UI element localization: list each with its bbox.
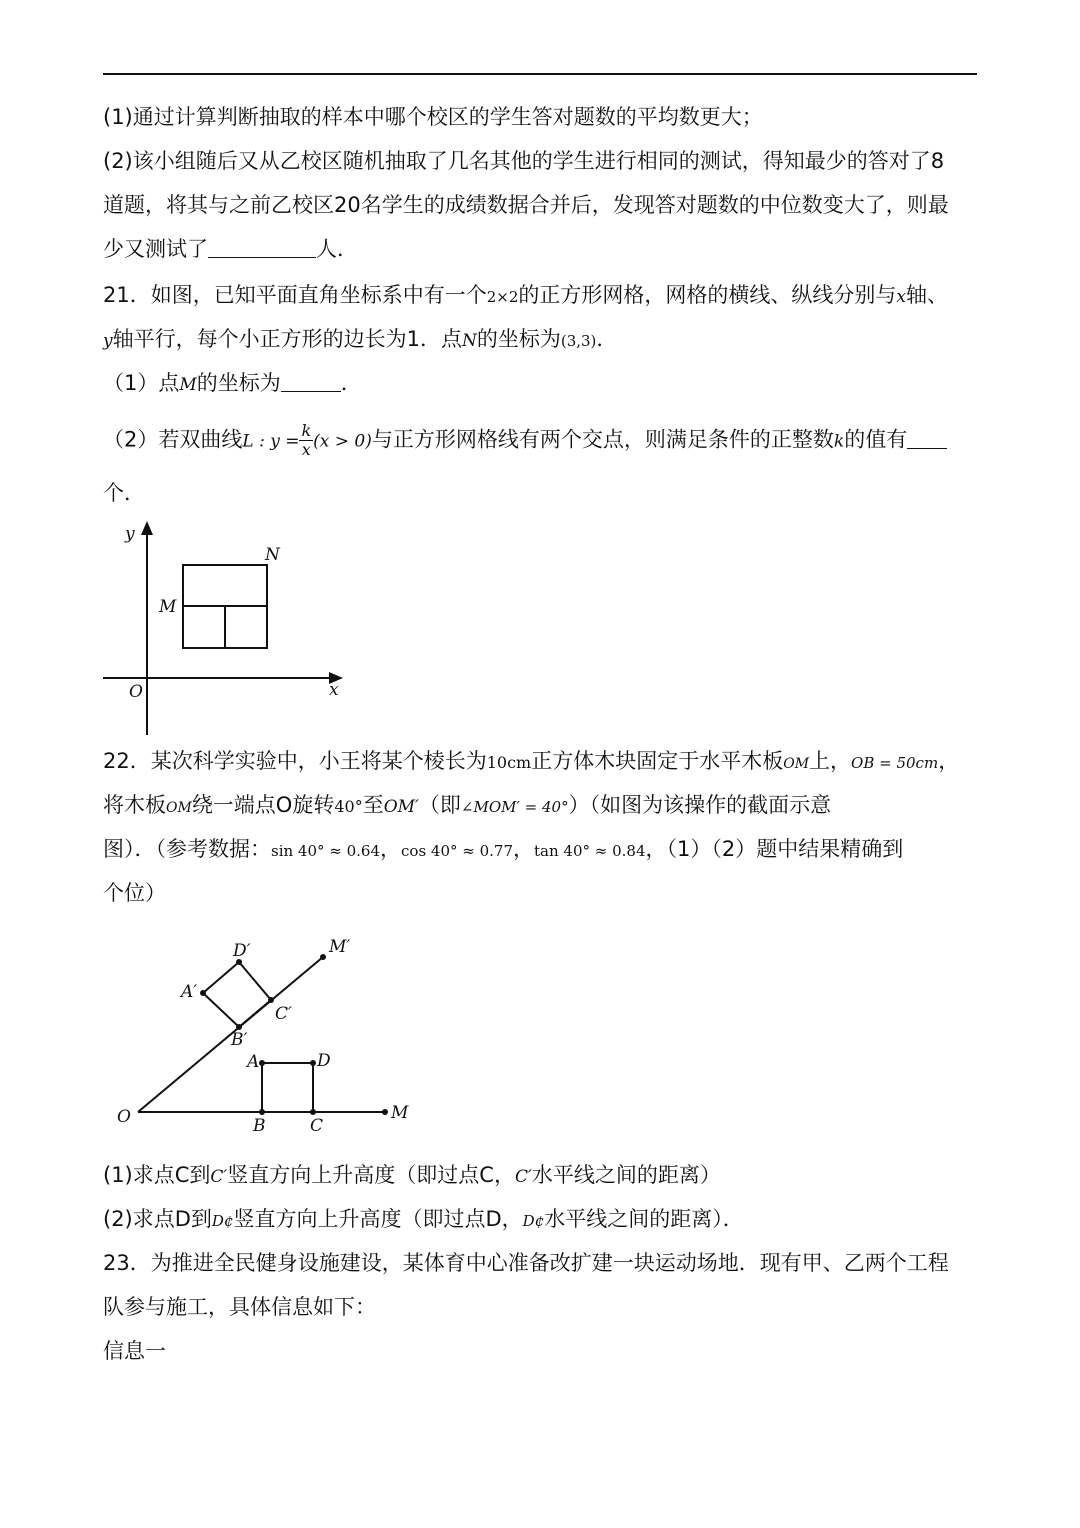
point-n-label: N xyxy=(265,545,280,565)
label-c: C xyxy=(310,1116,324,1136)
label-c-prime: C′ xyxy=(275,1004,292,1024)
fraction: $\frac{k}{x}$ xyxy=(301,421,312,459)
label-m-prime: M′ xyxy=(329,937,351,957)
q21-part2-line2: 个． xyxy=(103,481,145,505)
origin-label: O xyxy=(129,682,143,702)
q22-part1: (1)求点C到C′竖直方向上升高度（即过点C，C′水平线之间的距离） xyxy=(103,1163,721,1187)
answer-blank xyxy=(907,426,947,449)
answer-blank xyxy=(208,235,316,258)
q23-stem-line2: 队参与施工，具体信息如下： xyxy=(103,1295,376,1319)
point-c-prime xyxy=(268,997,274,1003)
q21-part1: （1）点M的坐标为 ． xyxy=(103,371,362,395)
q22-part2: (2)求点D到D¢竖直方向上升高度（即过点D，D¢水平线之间的距离）． xyxy=(103,1207,744,1231)
header-rule xyxy=(103,73,977,75)
x-axis-label: x xyxy=(329,680,339,700)
point-a xyxy=(259,1060,265,1066)
label-a-prime: A′ xyxy=(181,982,198,1002)
q21-coordinate-figure xyxy=(95,515,355,740)
q21-stem-line2: y轴平行，每个小正方形的边长为1．点N的坐标为(3,3)． xyxy=(103,327,618,351)
y-axis-label: y xyxy=(125,524,135,544)
label-b-prime: B′ xyxy=(231,1030,248,1050)
point-b xyxy=(259,1109,265,1115)
label-o: O xyxy=(117,1107,131,1127)
q23-info-heading: 信息一 xyxy=(103,1339,166,1363)
y-axis-arrow xyxy=(141,521,153,535)
q22-rotation-figure xyxy=(105,930,425,1140)
point-m-prime xyxy=(320,954,326,960)
q22-stem-line3: 图）．（参考数据：sin 40° ≈ 0.64，cos 40° ≈ 0.77，tan 40° ≈ 0.84，（1）（2）题中结果精确到 xyxy=(103,837,904,861)
label-b: B xyxy=(253,1116,266,1136)
q23-stem-line1: 23．为推进全民健身设施建设，某体育中心准备改扩建一块运动场地．现有甲、乙两个工程 xyxy=(103,1251,949,1275)
point-m xyxy=(382,1109,388,1115)
cube-a-prime-b-prime-c-prime-d-prime xyxy=(203,962,271,1027)
cube-abcd xyxy=(262,1063,313,1112)
q22-stem-line2: 将木板OM绕一端点O旋转40°至OM′（即∠MOM′ = 40°）（如图为该操作的截面示意 xyxy=(103,793,832,817)
point-c xyxy=(310,1109,316,1115)
label-d: D xyxy=(317,1051,331,1071)
q21-part2-line1: （2）若双曲线L : y = $\frac{k}{x}$ (x > 0)与正方形网格线有两个交点，则满足条件的正整数k的值有 xyxy=(103,422,983,459)
q22-stem-line4: 个位） xyxy=(103,881,166,905)
q20-part2-line3: 少又测试了 人． xyxy=(103,237,358,261)
point-a-prime xyxy=(200,990,206,996)
answer-blank xyxy=(281,369,341,392)
label-d-prime: D′ xyxy=(233,941,251,961)
q20-part2-line2: 道题，将其与之前乙校区20名学生的成绩数据合并后，发现答对题数的中位数变大了，则最 xyxy=(103,193,949,217)
q20-part1: (1)通过计算判断抽取的样本中哪个校区的学生答对题数的平均数更大； xyxy=(103,105,763,129)
point-d xyxy=(310,1060,316,1066)
q20-part2-line1: (2)该小组随后又从乙校区随机抽取了几名其他的学生进行相同的测试，得知最少的答对了8 xyxy=(103,149,945,173)
point-m-label: M xyxy=(159,597,177,617)
label-m: M xyxy=(391,1103,409,1123)
q22-stem-line1: 22．某次科学实验中，小王将某个棱长为10cm正方体木块固定于水平木板OM上，OB = 50cm， xyxy=(103,749,960,773)
q21-stem-line1: 21．如图，已知平面直角坐标系中有一个2×2的正方形网格，网格的横线、纵线分别与x轴、 xyxy=(103,283,948,307)
label-a: A xyxy=(247,1052,260,1072)
